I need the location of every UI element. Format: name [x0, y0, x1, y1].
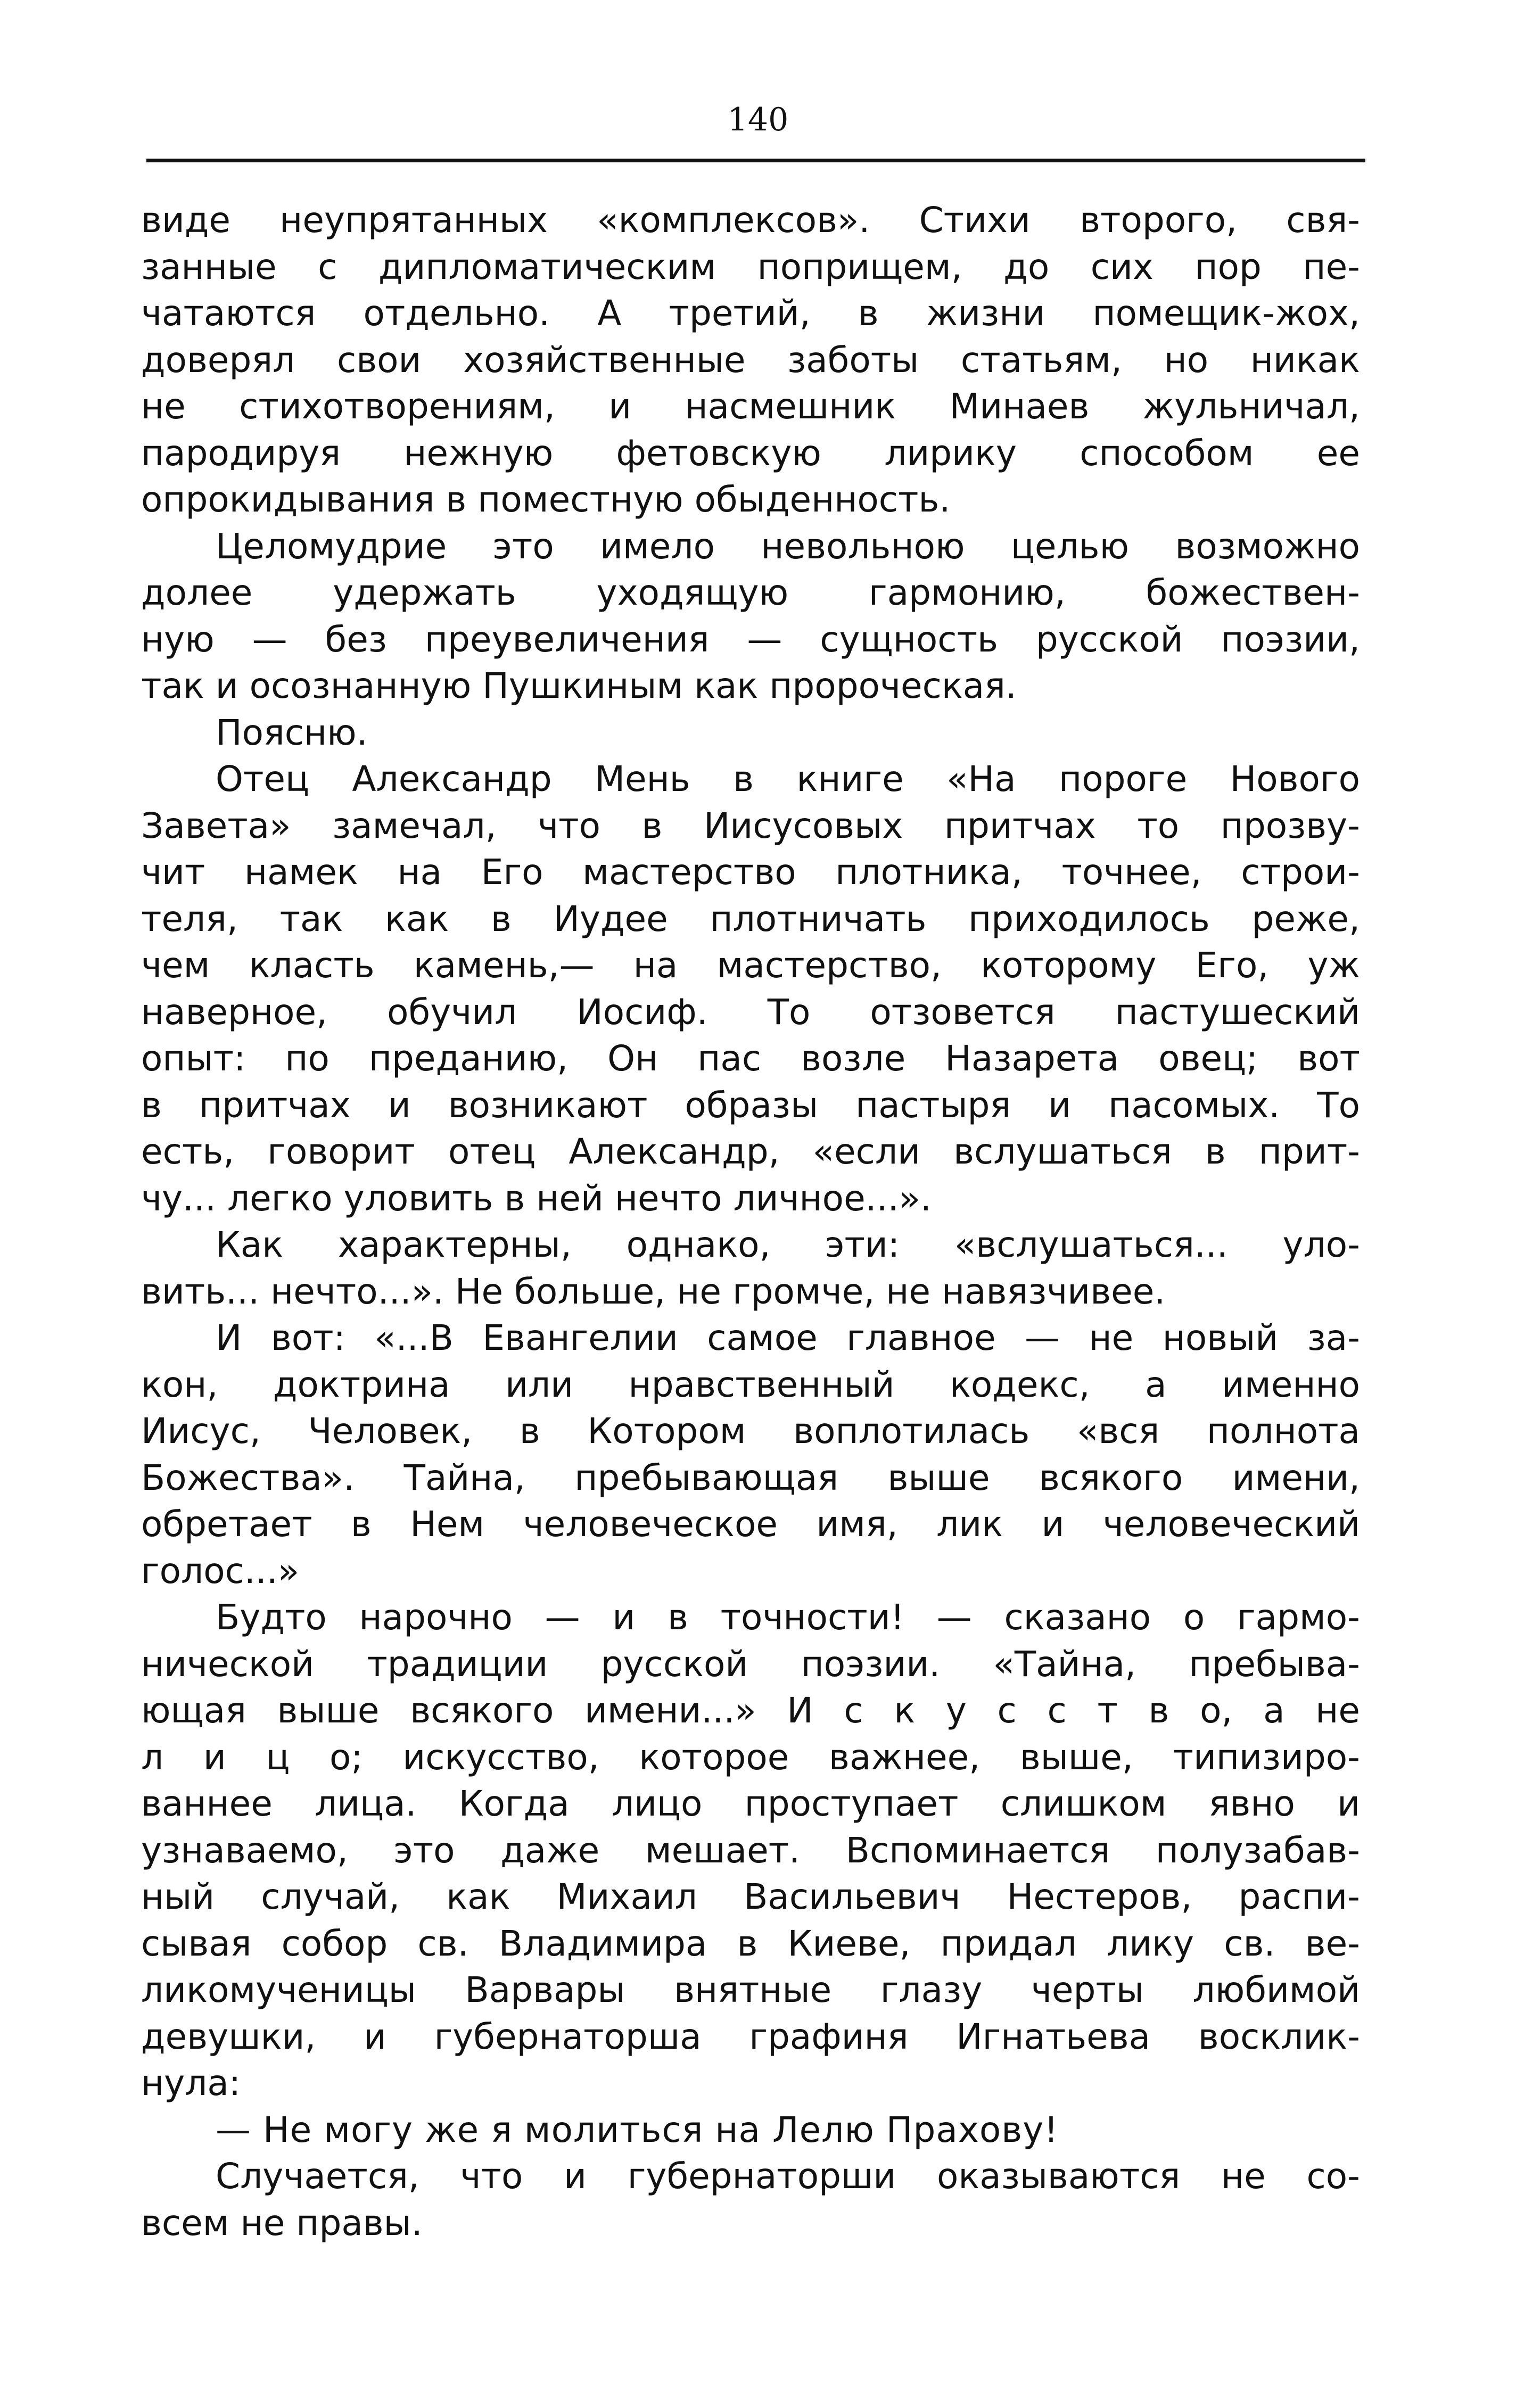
text-line: сывая собор св. Владимира в Киеве, придал лику св. ве-	[141, 1923, 1360, 1964]
text-line: чу... легко уловить в ней нечто личное...».	[141, 1177, 932, 1219]
text-line: виде неупрятанных «комплексов». Стихи второго, свя-	[141, 200, 1360, 241]
text-line: теля, так как в Иудее плотничать приходилось реже,	[141, 898, 1360, 939]
text-line: Завета» замечал, что в Иисусовых притчах то прозву-	[141, 805, 1360, 846]
text-line: девушки, и губернаторша графиня Игнатьева восклик-	[141, 2016, 1360, 2057]
text-line: опыт: по преданию, Он пас возле Назарета овец; вот	[141, 1038, 1360, 1079]
text-line: Целомудрие это имело невольною целью возможно	[216, 525, 1360, 567]
text-line: обретает в Нем человеческое имя, лик и человеческий	[141, 1504, 1360, 1545]
page-number: 140	[727, 101, 789, 138]
text-line: кон, доктрина или нравственный кодекс, а именно	[141, 1364, 1360, 1405]
text-line: занные с дипломатическим поприщем, до сих пор пе-	[141, 246, 1360, 287]
text-line: Иисус, Человек, в Котором воплотилась «вся полнота	[141, 1411, 1360, 1452]
text-line: Отец Александр Мень в книге «На пороге Нового	[216, 758, 1360, 799]
text-line: Будто нарочно — и в точности! — сказано о гармо-	[216, 1597, 1360, 1638]
text-line: в притчах и возникают образы пастыря и пасомых. То	[141, 1084, 1360, 1126]
header-rule	[146, 159, 1365, 162]
text-line: чатаются отдельно. А третий, в жизни помещик-жох,	[141, 293, 1360, 334]
text-line: наверное, обучил Иосиф. То отзовется пастушеский	[141, 991, 1360, 1033]
text-line: ликомученицы Варвары внятные глазу черты любимой	[141, 1969, 1360, 2010]
text-line: пародируя нежную фетовскую лирику способом ее	[141, 432, 1360, 474]
text-line: Случается, что и губернаторши оказываются не со-	[216, 2156, 1360, 2197]
text-line: Как характерны, однако, эти: «вслушаться... уло-	[216, 1224, 1360, 1265]
text-line: так и осознанную Пушкиным как пророческая.	[141, 665, 1017, 706]
text-line: Поясню.	[216, 712, 368, 753]
text-line: Божества». Тайна, пребывающая выше всякого имени,	[141, 1457, 1360, 1498]
text-line: есть, говорит отец Александр, «если вслушаться в прит-	[141, 1131, 1360, 1172]
text-line: вить... нечто...». Не больше, не громче, не навязчивее.	[141, 1271, 1166, 1312]
text-line: нула:	[141, 2063, 241, 2104]
text-line: доверял свои хозяйственные заботы статьям, но никак	[141, 339, 1360, 381]
body-text	[141, 197, 1360, 2246]
text-line: — Не могу же я молиться на Лелю Прахову!	[216, 2109, 1059, 2150]
text-line: нической традиции русской поэзии. «Тайна, пребыва-	[141, 1643, 1360, 1685]
text-line: чем класть камень,— на мастерство, которому Его, уж	[141, 945, 1360, 986]
text-line: И вот: «...В Евангелии самое главное — не новый за-	[216, 1317, 1360, 1358]
text-line: ваннее лица. Когда лицо проступает слишком явно и	[141, 1783, 1360, 1824]
text-line: долее удержать уходящую гармонию, божествен-	[141, 572, 1360, 613]
text-line: чит намек на Его мастерство плотника, точнее, строи-	[141, 852, 1360, 893]
text-line: голос...»	[141, 1550, 300, 1591]
text-line: ющая выше всякого имени...» И с к у с с т в о, а не	[141, 1690, 1360, 1731]
text-line: всем не правы.	[141, 2202, 423, 2244]
text-line: ный случай, как Михаил Васильевич Нестеров, распи-	[141, 1876, 1360, 1917]
text-line: не стихотворениям, и насмешник Минаев жульничал,	[141, 386, 1360, 427]
text-line: узнаваемо, это даже мешает. Вспоминается полузабав-	[141, 1829, 1360, 1871]
text-line: ную — без преувеличения — сущность русской поэзии,	[141, 619, 1360, 660]
text-line: опрокидывания в поместную обыденность.	[141, 479, 951, 520]
text-line: л и ц о; искусство, которое важнее, выше, типизиро-	[141, 1736, 1360, 1778]
